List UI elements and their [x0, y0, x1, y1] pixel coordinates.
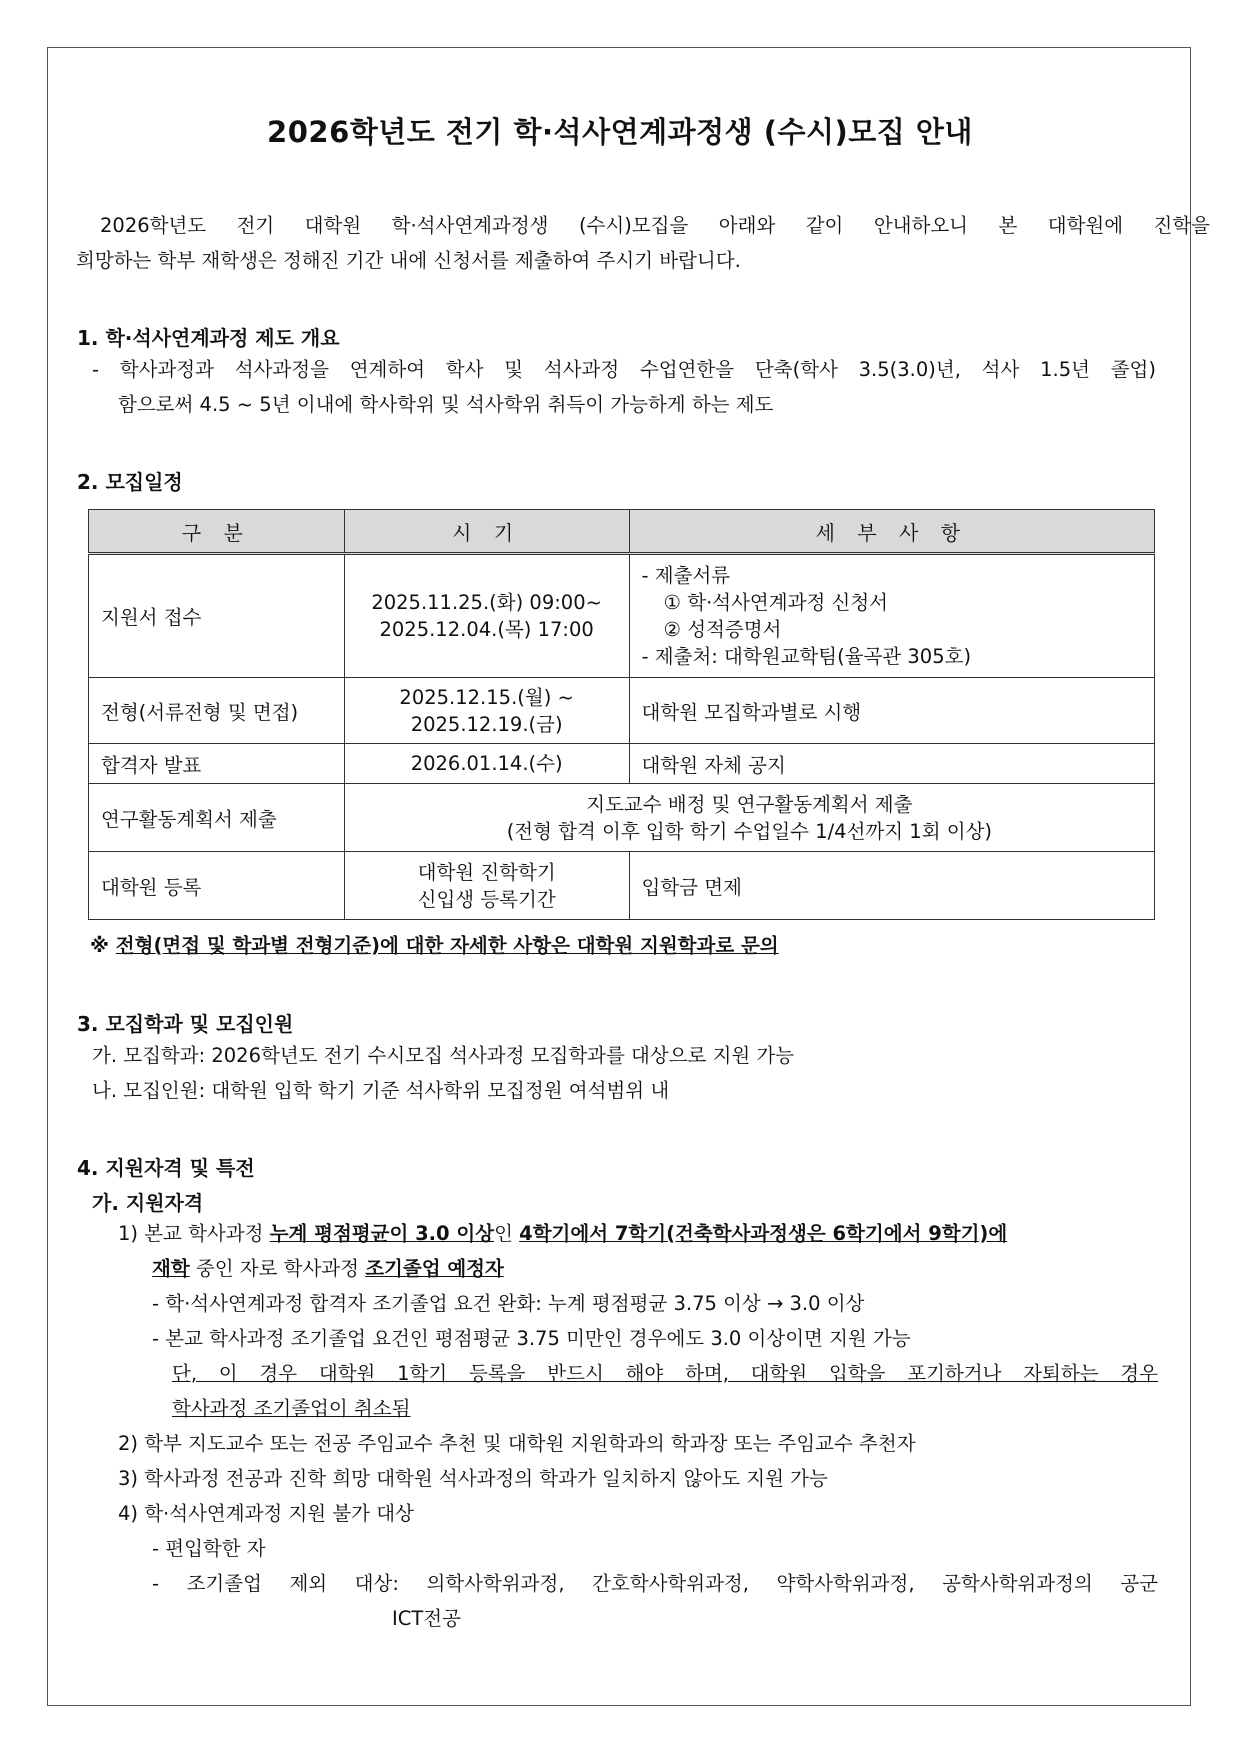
- row-detail: 대학원 모집학과별로 시행: [629, 678, 1154, 744]
- row-detail: 대학원 자체 공지: [629, 744, 1154, 784]
- schedule-note: [90, 928, 779, 963]
- row-merged-detail: [344, 784, 1154, 852]
- qualification-2: 2) 학부 지도교수 또는 전공 주임교수 추천 및 대학원 지원학과의 학과장 또는 주임교수 추천자: [118, 1432, 916, 1455]
- section-3-heading: 3. 모집학과 및 모집인원: [77, 1012, 294, 1036]
- row-detail: 입학금 면제: [629, 852, 1154, 920]
- detail-line: - 제출처: 대학원교학팀(율곡관 305호): [641, 645, 972, 668]
- table-row: [89, 744, 1155, 784]
- row-label: 대학원 등록: [89, 852, 345, 920]
- qualification-emphasis: 조기졸업 예정자: [365, 1257, 504, 1280]
- table-row: [89, 784, 1155, 852]
- row-label: 합격자 발표: [89, 744, 345, 784]
- qualification-4-sub-2: - 조기졸업 제외 대상: 의학사학위과정, 간호학사학위과정, 약학사학위과정, 공학사학위과정의 공군: [152, 1572, 1158, 1595]
- schedule-table: [88, 509, 1155, 920]
- row-label: 연구활동계획서 제출: [89, 784, 345, 852]
- table-row: [89, 852, 1155, 920]
- qualification-emphasis: 4학기에서 7학기(건축학사과정생은 6학기에서 9학기)에: [519, 1222, 1008, 1245]
- period-line: 2025.12.04.(목) 17:00: [379, 618, 594, 641]
- merged-line: 지도교수 배정 및 연구활동계획서 제출: [586, 792, 913, 816]
- row-label: 지원서 접수: [89, 554, 345, 678]
- table-row: [89, 678, 1155, 744]
- page-title: 2026학년도 전기 학·석사연계과정생 (수시)모집 안내: [267, 115, 973, 149]
- section-1-line-2: 함으로써 4.5 ~ 5년 이내에 학사학위 및 석사학위 취득이 가능하게 하는 제도: [118, 393, 774, 416]
- section-1-heading: 1. 학·석사연계과정 제도 개요: [77, 326, 340, 350]
- qualification-text: 중인 자로 학사과정: [189, 1257, 366, 1280]
- row-period: 2026.01.14.(수): [344, 744, 629, 784]
- row-period: [344, 678, 629, 744]
- period-line: 2025.12.19.(금): [410, 712, 563, 736]
- qualification-1: [118, 1216, 1158, 1251]
- qualification-text: 인: [494, 1222, 520, 1245]
- table-row: [89, 554, 1155, 678]
- qualification-1-continued: [152, 1251, 504, 1286]
- header-period: 시 기: [344, 510, 629, 554]
- qualification-text: 본교 학사과정: [144, 1222, 270, 1245]
- qualification-emphasis: 재학: [152, 1257, 190, 1280]
- section-4-heading: 4. 지원자격 및 특전: [77, 1156, 255, 1180]
- intro-line-2: 희망하는 학부 재학생은 정해진 기간 내에 신청서를 제출하여 주시기 바랍니다.: [76, 249, 741, 272]
- qualification-1-sub-1: - 학·석사연계과정 합격자 조기졸업 요건 완화: 누계 평점평균 3.75 이상 → 3.0 이상: [152, 1292, 865, 1315]
- header-category: 구 분: [89, 510, 345, 554]
- detail-line: ② 성적증명서: [663, 618, 782, 641]
- period-line: 대학원 진학학기: [417, 860, 556, 884]
- qualification-1-sub-2-warning-cont: 학사과정 조기졸업이 취소됨: [172, 1397, 411, 1420]
- section-3-item-2: 나. 모집인원: 대학원 입학 학기 기준 석사학위 모집정원 여석범위 내: [92, 1079, 670, 1102]
- header-detail: 세 부 사 항: [629, 510, 1154, 554]
- qualification-emphasis: 누계 평점평균이 3.0 이상: [269, 1222, 495, 1245]
- qualification-1-sub-2-warning: 단, 이 경우 대학원 1학기 등록을 반드시 해야 하며, 대학원 입학을 포기하거나 자퇴하는 경우: [172, 1362, 1158, 1385]
- section-1-line-1: - 학사과정과 석사과정을 연계하여 학사 및 석사과정 수업연한을 단축(학사 3.5(3.0)년, 석사 1.5년 졸업): [92, 358, 1156, 381]
- merged-line: (전형 합격 이후 입학 학기 수업일수 1/4선까지 1회 이상): [506, 819, 993, 843]
- qualification-1-sub-2: - 본교 학사과정 조기졸업 요건인 평점평균 3.75 미만인 경우에도 3.0 이상이면 지원 가능: [152, 1327, 911, 1350]
- section-3-item-1: 가. 모집학과: 2026학년도 전기 수시모집 석사과정 모집학과를 대상으로 지원 가능: [92, 1044, 795, 1067]
- period-line: 신입생 등록기간: [417, 887, 556, 911]
- qualification-number: 1): [118, 1222, 145, 1245]
- row-detail: [629, 554, 1154, 678]
- row-label: 전형(서류전형 및 면접): [89, 678, 345, 744]
- table-header-row: [89, 510, 1155, 554]
- page-frame: [47, 47, 1210, 1706]
- qualification-4: 4) 학·석사연계과정 지원 불가 대상: [118, 1502, 414, 1525]
- period-line: 2025.12.15.(월) ~: [399, 685, 574, 709]
- note-text: 전형(면접 및 학과별 전형기준)에 대한 자세한 사항은 대학원 지원학과로 문의: [115, 934, 779, 957]
- qualification-4-sub-2-cont: ICT전공: [392, 1607, 461, 1630]
- qualification-4-sub-1: - 편입학한 자: [152, 1537, 266, 1560]
- detail-line: - 제출서류: [641, 564, 731, 587]
- row-period: [344, 852, 629, 920]
- note-mark: ※: [90, 934, 109, 957]
- qualification-3: 3) 학사과정 전공과 진학 희망 대학원 석사과정의 학과가 일치하지 않아도 지원 가능: [118, 1467, 828, 1490]
- intro-line-1: 2026학년도 전기 대학원 학·석사연계과정생 (수시)모집을 아래와 같이 안내하오니 본 대학원에 진학을: [100, 214, 1210, 237]
- section-2-heading: 2. 모집일정: [77, 470, 183, 494]
- section-4-subheading: 가. 지원자격: [92, 1191, 204, 1215]
- period-line: 2025.11.25.(화) 09:00~: [371, 591, 602, 614]
- row-period: [344, 554, 629, 678]
- detail-line: ① 학·석사연계과정 신청서: [663, 591, 888, 614]
